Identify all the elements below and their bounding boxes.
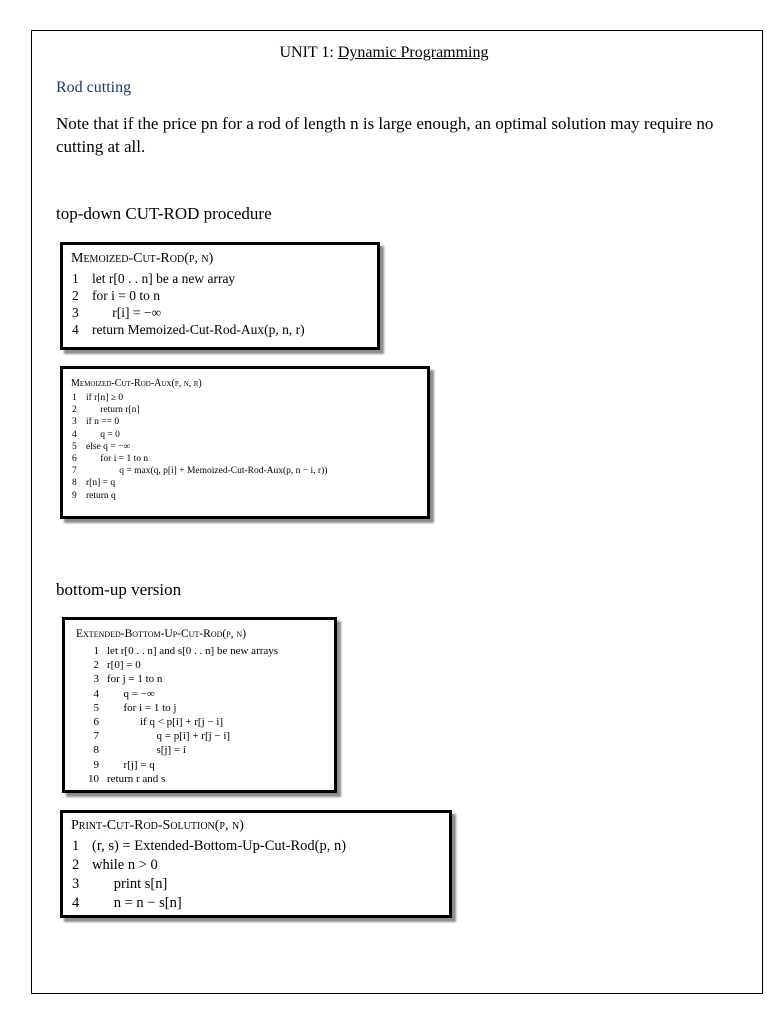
code-line — [73, 701, 326, 715]
line-number: 4 — [72, 429, 77, 440]
algorithm-name: Print-Cut-Rod-Solution(p, n) — [71, 818, 244, 833]
code-text: else q = −∞ — [86, 441, 131, 452]
line-number: 3 — [72, 876, 80, 892]
extended-bottom-up-cut-rod-box — [62, 617, 337, 793]
line-number: 3 — [93, 673, 99, 686]
code-line — [71, 321, 369, 338]
code-line — [73, 758, 326, 772]
unit-topic: Dynamic Programming — [337, 44, 489, 61]
code-text: print s[n] — [92, 876, 168, 892]
code-line — [71, 894, 441, 913]
line-number: 1 — [72, 393, 77, 403]
code-line — [71, 490, 419, 502]
line-number: 4 — [72, 895, 80, 911]
code-text: return r[n] — [86, 405, 140, 416]
code-line — [71, 441, 419, 453]
code-text: return Memoized-Cut-Rod-Aux(p, n, r) — [92, 322, 305, 337]
line-number: 2 — [72, 405, 77, 416]
section-heading: Rod cutting — [56, 79, 132, 96]
code-text: q = 0 — [86, 429, 120, 440]
line-number: 5 — [72, 441, 77, 452]
line-number: 5 — [93, 701, 99, 714]
line-number: 10 — [88, 772, 99, 785]
code-text: while n > 0 — [92, 857, 158, 873]
code-text: q = p[i] + r[j − i] — [107, 730, 231, 743]
code-line — [71, 453, 419, 465]
code-text: return q — [86, 490, 116, 501]
code-line — [71, 287, 369, 304]
line-number: 7 — [72, 466, 77, 477]
code-line — [73, 729, 326, 743]
code-text: r[j] = q — [107, 758, 155, 771]
line-number: 8 — [72, 478, 77, 489]
note-paragraph: Note that if the price pn for a rod of length n is large enough, an optimal solution may require no cutting at all. — [56, 114, 714, 156]
code-text: for i = 0 to n — [92, 288, 160, 303]
code-line — [71, 304, 369, 321]
code-line — [71, 429, 419, 441]
code-line — [71, 465, 419, 477]
code-text: return r and s — [107, 772, 166, 785]
code-line — [71, 416, 419, 428]
line-number: 6 — [93, 716, 99, 729]
unit-label: UNIT 1: — [279, 44, 338, 61]
code-line — [71, 477, 419, 489]
algorithm-name: Memoized-Cut-Rod(p, n) — [71, 251, 214, 266]
line-number: 3 — [72, 417, 77, 428]
line-number: 7 — [93, 730, 99, 743]
bottom-up-heading: bottom-up version — [56, 580, 182, 599]
code-text: n = n − s[n] — [92, 895, 182, 911]
top-down-heading: top-down CUT-ROD procedure — [56, 204, 272, 223]
line-number: 2 — [72, 288, 79, 303]
code-text: s[j] = i — [107, 744, 186, 757]
code-text: if n == 0 — [86, 417, 120, 428]
code-line — [73, 658, 326, 672]
code-line — [71, 875, 441, 894]
code-line — [71, 837, 441, 856]
line-number: 1 — [72, 838, 80, 854]
line-number: 1 — [93, 645, 99, 657]
code-line — [73, 715, 326, 729]
code-text: r[i] = −∞ — [92, 305, 162, 320]
line-number: 4 — [72, 322, 79, 337]
code-text: if r[n] ≥ 0 — [86, 393, 124, 403]
print-cut-rod-solution-box — [60, 810, 452, 918]
code-line — [71, 392, 419, 404]
code-line — [71, 270, 369, 287]
algorithm-name: Memoized-Cut-Rod-Aux(p, n, r) — [71, 378, 202, 389]
line-number: 6 — [72, 454, 77, 465]
code-line — [73, 772, 326, 786]
code-text: r[0] = 0 — [107, 659, 141, 672]
code-line — [73, 743, 326, 757]
code-text: for j = 1 to n — [107, 673, 163, 686]
line-number: 3 — [72, 305, 79, 320]
code-line — [71, 856, 441, 875]
code-text: q = max(q, p[i] + Memoized-Cut-Rod-Aux(p, n − i, r)) — [86, 466, 328, 477]
line-number: 4 — [93, 687, 99, 700]
line-number: 2 — [72, 857, 80, 873]
algorithm-name: Extended-Bottom-Up-Cut-Rod(p, n) — [76, 628, 247, 640]
code-line — [73, 644, 326, 658]
code-text: let r[0 . . n] be a new array — [92, 271, 236, 286]
line-number: 9 — [93, 758, 99, 771]
code-text: for i = 1 to n — [86, 454, 149, 465]
memoized-cut-rod-box — [60, 242, 380, 350]
code-line — [71, 404, 419, 416]
code-line — [73, 672, 326, 686]
code-text: r[n] = q — [86, 478, 116, 489]
line-number: 1 — [72, 271, 79, 286]
page-title — [0, 44, 768, 62]
code-line — [73, 687, 326, 701]
code-text: if q < p[i] + r[j − i] — [107, 716, 224, 729]
line-number: 2 — [93, 659, 99, 672]
code-text: let r[0 . . n] and s[0 . . n] be new arrays — [107, 645, 279, 657]
code-text: (r, s) = Extended-Bottom-Up-Cut-Rod(p, n) — [92, 838, 347, 854]
line-number: 8 — [93, 744, 99, 757]
code-text: for i = 1 to j — [107, 701, 177, 714]
memoized-cut-rod-aux-box — [60, 366, 430, 519]
line-number: 9 — [72, 490, 77, 501]
code-text: q = −∞ — [107, 687, 155, 700]
